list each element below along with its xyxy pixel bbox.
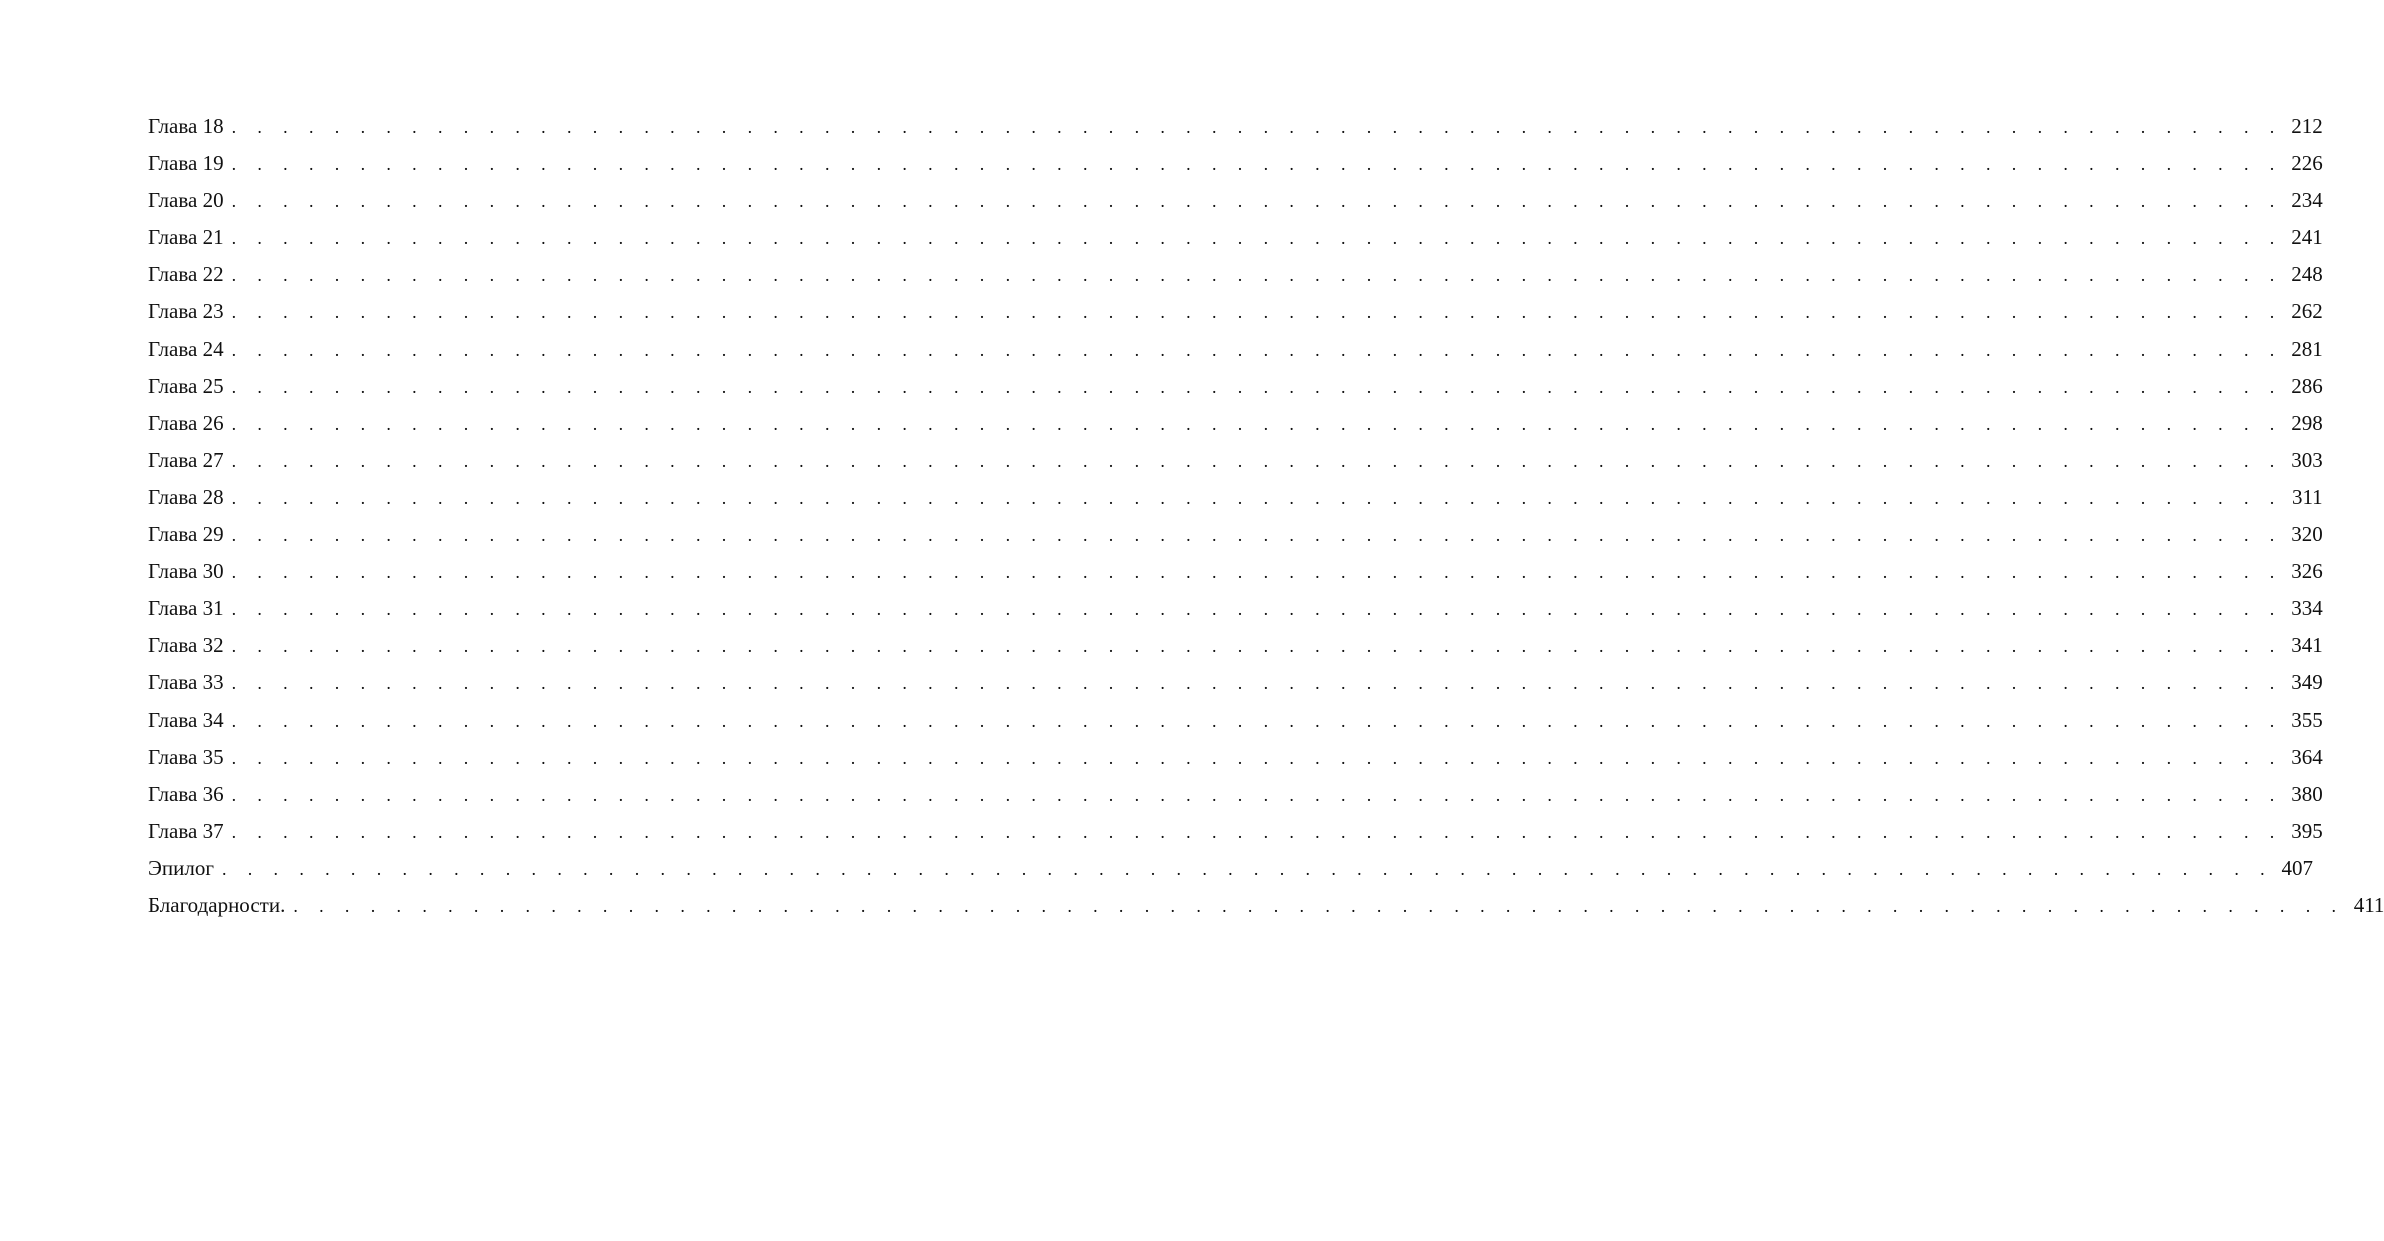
toc-entry-page-number: 320	[2291, 522, 2323, 547]
dot-leader: . . . . . . . . . . . . . . . . . . . . . . . . . . . . . . . . . . . . . . . . . . . . . . . . . . . . . . . . . . . . . . . . . . . . . . . . . . . . . . . .	[231, 339, 2283, 360]
toc-entry[interactable]	[148, 182, 2323, 219]
toc-entry[interactable]	[148, 850, 2314, 887]
dot-leader: . . . . . . . . . . . . . . . . . . . . . . . . . . . . . . . . . . . . . . . . . . . . . . . . . . . . . . . . . . . . . . . . . . . . . . . . . . . . . . . .	[293, 895, 2345, 916]
toc-entry-page-number: 355	[2291, 707, 2323, 732]
dot-leader: . . . . . . . . . . . . . . . . . . . . . . . . . . . . . . . . . . . . . . . . . . . . . . . . . . . . . . . . . . . . . . . . . . . . . . . . . . . . . . . .	[231, 784, 2283, 805]
toc-entry[interactable]	[148, 479, 2323, 516]
toc-entry[interactable]	[148, 108, 2323, 145]
toc-entry[interactable]	[148, 516, 2323, 553]
toc-entry-title: Глава 36	[148, 781, 224, 806]
toc-entry-title: Глава 29	[148, 522, 224, 547]
toc-entry-title: Благодарности.	[148, 892, 286, 917]
toc-entry-title: Глава 23	[148, 299, 224, 324]
toc-entry-page-number: 262	[2291, 299, 2323, 324]
toc-entry[interactable]	[148, 739, 2323, 776]
toc-entry-title: Глава 30	[148, 559, 224, 584]
toc-entry[interactable]	[148, 368, 2323, 405]
dot-leader: . . . . . . . . . . . . . . . . . . . . . . . . . . . . . . . . . . . . . . . . . . . . . . . . . . . . . . . . . . . . . . . . . . . . . . . . . . . . . . . .	[231, 599, 2283, 620]
toc-entry-page-number: 334	[2291, 596, 2323, 621]
toc-entry-page-number: 234	[2291, 188, 2323, 213]
toc-entry-page-number: 411	[2353, 892, 2384, 917]
dot-leader: . . . . . . . . . . . . . . . . . . . . . . . . . . . . . . . . . . . . . . . . . . . . . . . . . . . . . . . . . . . . . . . . . . . . . . . . . . . . . . . .	[231, 154, 2283, 175]
toc-entry-page-number: 349	[2291, 670, 2323, 695]
toc-entry-title: Глава 28	[148, 484, 224, 509]
toc-entry[interactable]	[148, 405, 2323, 442]
dot-leader: . . . . . . . . . . . . . . . . . . . . . . . . . . . . . . . . . . . . . . . . . . . . . . . . . . . . . . . . . . . . . . . . . . . . . . . . . . . . . . . .	[231, 228, 2283, 249]
toc-entry-title: Глава 20	[148, 188, 224, 213]
toc-entry[interactable]	[148, 219, 2323, 256]
toc-entry-page-number: 241	[2291, 225, 2323, 250]
toc-entry-title: Глава 33	[148, 670, 224, 695]
toc-entry-page-number: 364	[2291, 744, 2323, 769]
toc-entry-page-number: 226	[2291, 151, 2323, 176]
table-of-contents	[148, 108, 2384, 924]
toc-entry-page-number: 326	[2291, 559, 2323, 584]
dot-leader: . . . . . . . . . . . . . . . . . . . . . . . . . . . . . . . . . . . . . . . . . . . . . . . . . . . . . . . . . . . . . . . . . . . . . . . . . . . . . . . .	[231, 747, 2283, 768]
toc-entry-title: Эпилог	[148, 855, 214, 880]
dot-leader: . . . . . . . . . . . . . . . . . . . . . . . . . . . . . . . . . . . . . . . . . . . . . . . . . . . . . . . . . . . . . . . . . . . . . . . . . . . . . . . .	[231, 191, 2283, 212]
toc-entry[interactable]	[148, 256, 2323, 293]
toc-entry-title: Глава 37	[148, 818, 224, 843]
toc-entry-page-number: 395	[2291, 818, 2323, 843]
toc-entry-page-number: 248	[2291, 262, 2323, 287]
toc-entry-title: Глава 19	[148, 151, 224, 176]
toc-entry[interactable]	[148, 442, 2323, 479]
toc-entry[interactable]	[148, 331, 2323, 368]
dot-leader: . . . . . . . . . . . . . . . . . . . . . . . . . . . . . . . . . . . . . . . . . . . . . . . . . . . . . . . . . . . . . . . . . . . . . . . . . . . . . . . .	[231, 562, 2283, 583]
toc-entry-title: Глава 22	[148, 262, 224, 287]
dot-leader: . . . . . . . . . . . . . . . . . . . . . . . . . . . . . . . . . . . . . . . . . . . . . . . . . . . . . . . . . . . . . . . . . . . . . . . . . . . . . . . .	[231, 376, 2283, 397]
toc-entry-title: Глава 31	[148, 596, 224, 621]
toc-entry[interactable]	[148, 627, 2323, 664]
toc-entry-page-number: 303	[2291, 447, 2323, 472]
toc-entry[interactable]	[148, 590, 2323, 627]
dot-leader: . . . . . . . . . . . . . . . . . . . . . . . . . . . . . . . . . . . . . . . . . . . . . . . . . . . . . . . . . . . . . . . . . . . . . . . . . . . . . . . .	[231, 710, 2283, 731]
toc-entry[interactable]	[148, 813, 2323, 850]
toc-entry-title: Глава 26	[148, 410, 224, 435]
toc-entry-title: Глава 24	[148, 336, 224, 361]
toc-entry-page-number: 380	[2291, 781, 2323, 806]
dot-leader: . . . . . . . . . . . . . . . . . . . . . . . . . . . . . . . . . . . . . . . . . . . . . . . . . . . . . . . . . . . . . . . . . . . . . . . . . . . . . . . .	[231, 821, 2283, 842]
toc-entry[interactable]	[148, 293, 2323, 330]
toc-entry-page-number: 212	[2291, 114, 2323, 138]
toc-entry-title: Глава 25	[148, 373, 224, 398]
toc-entry-page-number: 341	[2291, 633, 2323, 658]
dot-leader: . . . . . . . . . . . . . . . . . . . . . . . . . . . . . . . . . . . . . . . . . . . . . . . . . . . . . . . . . . . . . . . . . . . . . . . . . . . . . . . .	[231, 525, 2283, 546]
toc-entry-title: Глава 21	[148, 225, 224, 250]
dot-leader: . . . . . . . . . . . . . . . . . . . . . . . . . . . . . . . . . . . . . . . . . . . . . . . . . . . . . . . . . . . . . . . . . . . . . . . . . . . . . . . .	[221, 858, 2274, 879]
toc-entry[interactable]	[148, 664, 2323, 701]
toc-entry[interactable]	[148, 887, 2384, 924]
toc-entry-title: Глава 18	[148, 114, 224, 138]
toc-entry[interactable]	[148, 776, 2323, 813]
toc-entry-title: Глава 35	[148, 744, 224, 769]
dot-leader: . . . . . . . . . . . . . . . . . . . . . . . . . . . . . . . . . . . . . . . . . . . . . . . . . . . . . . . . . . . . . . . . . . . . . . . . . . . . . . . .	[231, 673, 2283, 694]
toc-entry[interactable]	[148, 145, 2323, 182]
toc-entry[interactable]	[148, 702, 2323, 739]
toc-entry-page-number: 286	[2291, 373, 2323, 398]
toc-entry-page-number: 407	[2281, 855, 2314, 880]
dot-leader: . . . . . . . . . . . . . . . . . . . . . . . . . . . . . . . . . . . . . . . . . . . . . . . . . . . . . . . . . . . . . . . . . . . . . . . . . . . . . . . .	[231, 487, 2283, 508]
dot-leader: . . . . . . . . . . . . . . . . . . . . . . . . . . . . . . . . . . . . . . . . . . . . . . . . . . . . . . . . . . . . . . . . . . . . . . . . . . . . . . . .	[231, 265, 2283, 286]
toc-entry-page-number: 281	[2291, 336, 2323, 361]
dot-leader: . . . . . . . . . . . . . . . . . . . . . . . . . . . . . . . . . . . . . . . . . . . . . . . . . . . . . . . . . . . . . . . . . . . . . . . . . . . . . . . .	[231, 636, 2283, 657]
toc-entry-title: Глава 27	[148, 447, 224, 472]
dot-leader: . . . . . . . . . . . . . . . . . . . . . . . . . . . . . . . . . . . . . . . . . . . . . . . . . . . . . . . . . . . . . . . . . . . . . . . . . . . . . . . .	[231, 302, 2283, 323]
toc-entry-page-number: 298	[2291, 410, 2323, 435]
dot-leader: . . . . . . . . . . . . . . . . . . . . . . . . . . . . . . . . . . . . . . . . . . . . . . . . . . . . . . . . . . . . . . . . . . . . . . . . . . . . . . . .	[231, 117, 2283, 137]
dot-leader: . . . . . . . . . . . . . . . . . . . . . . . . . . . . . . . . . . . . . . . . . . . . . . . . . . . . . . . . . . . . . . . . . . . . . . . . . . . . . . . .	[231, 413, 2283, 434]
toc-entry-title: Глава 34	[148, 707, 224, 732]
toc-entry[interactable]	[148, 553, 2323, 590]
toc-entry-page-number: 311	[2291, 484, 2323, 509]
toc-entry-title: Глава 32	[148, 633, 224, 658]
dot-leader: . . . . . . . . . . . . . . . . . . . . . . . . . . . . . . . . . . . . . . . . . . . . . . . . . . . . . . . . . . . . . . . . . . . . . . . . . . . . . . . .	[231, 450, 2283, 471]
